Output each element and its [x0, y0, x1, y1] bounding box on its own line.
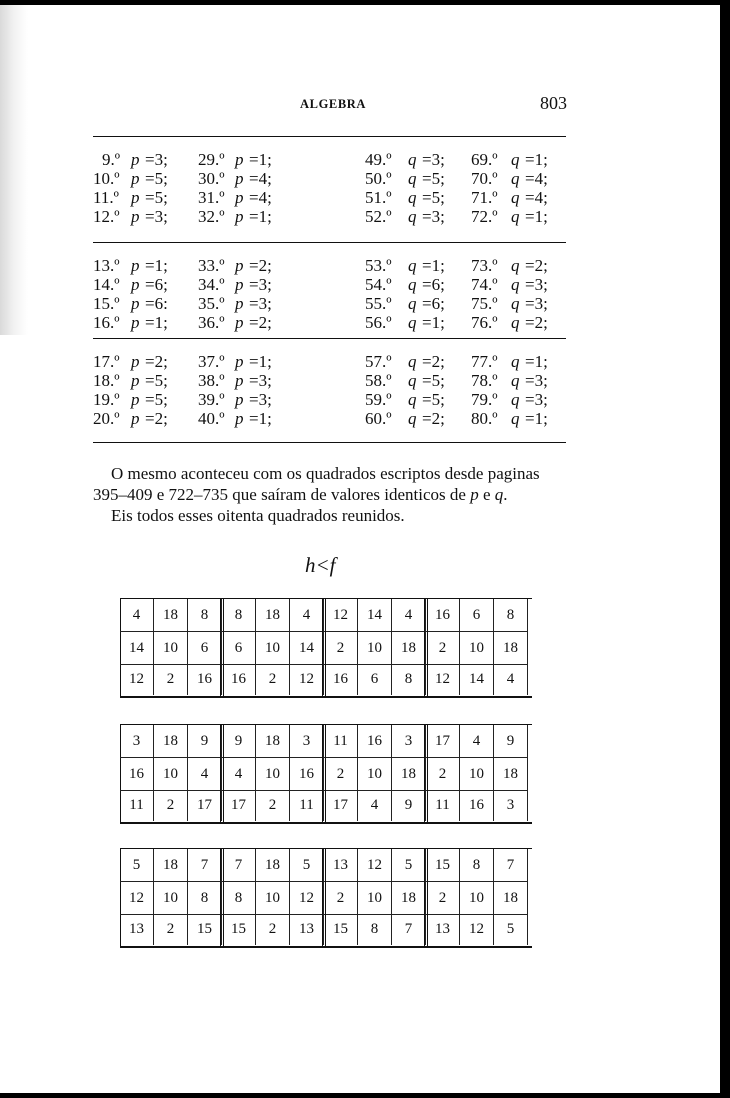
square-cell: 8: [494, 599, 528, 631]
equation-value: =5;: [422, 188, 445, 207]
equation-variable: p: [131, 169, 140, 188]
square-cell: 5: [392, 849, 426, 881]
square-divider: [322, 725, 326, 822]
equation-row: [93, 352, 566, 371]
equation-index: 33.º: [198, 256, 225, 275]
variable-p: p: [470, 485, 479, 504]
equation-index: 32.º: [198, 207, 225, 226]
equation-index: 35.º: [198, 294, 225, 313]
equation-row: [93, 256, 566, 275]
book-page: [0, 5, 720, 1093]
square-cell: 2: [324, 632, 358, 664]
equation-value: =5;: [422, 169, 445, 188]
square-cell: 15: [188, 913, 222, 945]
equation-value: =1;: [525, 150, 548, 169]
equation-variable: p: [235, 169, 244, 188]
equation-index: 77.º: [471, 352, 498, 371]
equation-value: =5;: [145, 390, 168, 409]
equation-value: =1;: [422, 313, 445, 332]
square-cell: 16: [460, 789, 494, 821]
equation-value: =2;: [249, 313, 272, 332]
square-cell: 6: [460, 599, 494, 631]
equation-index: 12.º: [93, 207, 120, 226]
equation-index: 13.º: [93, 256, 120, 275]
square-cell: 10: [256, 882, 290, 914]
paragraph-line: O mesmo aconteceu com os quadrados escriptos desde paginas: [111, 464, 540, 483]
equation-value: =1;: [249, 207, 272, 226]
equation-value: =2;: [525, 313, 548, 332]
equation-variable: p: [131, 294, 140, 313]
equation-variable: q: [408, 294, 417, 313]
square-cell: 2: [154, 913, 188, 945]
square-cell: 10: [358, 882, 392, 914]
equation-index: 69.º: [471, 150, 498, 169]
equation-value: =3;: [422, 207, 445, 226]
equation-value: =1;: [249, 352, 272, 371]
square-cell: 16: [188, 663, 222, 695]
equation-index: 39.º: [198, 390, 225, 409]
equation-variable: q: [511, 371, 520, 390]
equation-index: 73.º: [471, 256, 498, 275]
equation-variable: p: [235, 188, 244, 207]
square-cell: 18: [154, 725, 188, 757]
equation-variable: p: [235, 352, 244, 371]
square-cell: 8: [460, 849, 494, 881]
square-cell: 11: [290, 789, 324, 821]
square-cell: 17: [222, 789, 256, 821]
equation-value: =2;: [249, 256, 272, 275]
equation-value: =4;: [249, 169, 272, 188]
square-cell: 10: [460, 758, 494, 790]
equation-variable: q: [408, 371, 417, 390]
square-cell: 3: [290, 725, 324, 757]
equation-variable: q: [511, 207, 520, 226]
equation-variable: q: [511, 169, 520, 188]
square-cell: 18: [494, 882, 528, 914]
square-cell: 17: [426, 725, 460, 757]
equation-value: =1;: [249, 409, 272, 428]
equation-index: 70.º: [471, 169, 498, 188]
equation-index: 53.º: [365, 256, 392, 275]
square-cell: 10: [256, 758, 290, 790]
equation-row: [93, 313, 566, 332]
equation-value: =3;: [249, 294, 272, 313]
square-cell: 10: [358, 632, 392, 664]
equation-index: 11.º: [93, 188, 119, 207]
square-divider: [220, 725, 224, 822]
equation-variable: q: [511, 256, 520, 275]
square-cell: 11: [120, 789, 154, 821]
equation-index: 18.º: [93, 371, 120, 390]
equation-variable: q: [408, 256, 417, 275]
equation-row: [93, 169, 566, 188]
square-divider: [322, 849, 326, 946]
equation-index: 59.º: [365, 390, 392, 409]
square-cell: 4: [120, 599, 154, 631]
square-cell: 2: [154, 789, 188, 821]
square-cell: 17: [324, 789, 358, 821]
equation-block: [93, 136, 566, 234]
equation-variable: p: [131, 207, 140, 226]
equation-row: [93, 409, 566, 428]
square-cell: 18: [256, 725, 290, 757]
equation-variable: p: [235, 275, 244, 294]
section-subtitle: h<f: [305, 553, 336, 577]
equation-variable: p: [235, 390, 244, 409]
square-cell: 4: [392, 599, 426, 631]
square-cell: 12: [120, 882, 154, 914]
square-cell: 9: [494, 725, 528, 757]
equation-index: 40.º: [198, 409, 225, 428]
square-cell: 12: [290, 663, 324, 695]
equation-variable: q: [408, 188, 417, 207]
square-cell: 4: [222, 758, 256, 790]
equation-value: =5;: [145, 371, 168, 390]
equation-index: 54.º: [365, 275, 392, 294]
square-cell: 4: [358, 789, 392, 821]
square-cell: 16: [290, 758, 324, 790]
square-divider: [220, 599, 224, 696]
equation-variable: q: [408, 352, 417, 371]
equation-index: 20.º: [93, 409, 120, 428]
square-cell: 10: [358, 758, 392, 790]
square-cell: 2: [256, 789, 290, 821]
equation-value: =1;: [422, 256, 445, 275]
square-cell: 10: [256, 632, 290, 664]
equation-index: 55.º: [365, 294, 392, 313]
equation-variable: q: [408, 390, 417, 409]
equation-row: [93, 207, 566, 226]
equation-variable: p: [131, 188, 140, 207]
equation-variable: q: [511, 150, 520, 169]
square-cell: 13: [426, 913, 460, 945]
equation-value: =3;: [145, 207, 168, 226]
equation-variable: p: [131, 390, 140, 409]
square-cell: 10: [154, 632, 188, 664]
square-cell: 7: [188, 849, 222, 881]
equation-index: 19.º: [93, 390, 120, 409]
square-cell: 7: [494, 849, 528, 881]
equation-index: 16.º: [93, 313, 120, 332]
equation-index: 38.º: [198, 371, 225, 390]
paragraph-line: [93, 484, 573, 505]
square-cell: 14: [460, 663, 494, 695]
square-cell: 15: [324, 913, 358, 945]
equation-value: =2;: [145, 409, 168, 428]
square-cell: 4: [290, 599, 324, 631]
equation-index: 9.º: [102, 150, 121, 169]
variable-q: q: [494, 485, 504, 504]
equation-index: 72.º: [471, 207, 498, 226]
equation-variable: p: [235, 150, 244, 169]
equation-index: 71.º: [471, 188, 498, 207]
square-group: [120, 724, 532, 824]
square-divider: [424, 599, 428, 696]
square-cell: 10: [460, 882, 494, 914]
equation-variable: q: [511, 294, 520, 313]
page-number: 803: [540, 93, 567, 113]
square-cell: 11: [426, 789, 460, 821]
equation-index: 37.º: [198, 352, 225, 371]
equation-value: =3;: [145, 150, 168, 169]
equation-variable: q: [511, 313, 520, 332]
equation-index: 78.º: [471, 371, 498, 390]
square-cell: 16: [324, 663, 358, 695]
square-cell: 7: [222, 849, 256, 881]
square-cell: 10: [154, 882, 188, 914]
equation-value: =3;: [525, 371, 548, 390]
equation-value: =3;: [525, 275, 548, 294]
square-cell: 9: [222, 725, 256, 757]
equation-block: [93, 338, 566, 443]
square-cell: 18: [392, 632, 426, 664]
equation-value: =1;: [145, 313, 168, 332]
square-cell: 8: [358, 913, 392, 945]
square-cell: 9: [188, 725, 222, 757]
body-paragraph: [93, 463, 573, 526]
square-cell: 16: [120, 758, 154, 790]
equation-variable: q: [511, 188, 520, 207]
equation-index: 56.º: [365, 313, 392, 332]
equation-index: 79.º: [471, 390, 498, 409]
equation-row: [93, 188, 566, 207]
equation-index: 76.º: [471, 313, 498, 332]
equation-variable: q: [408, 409, 417, 428]
square-cell: 2: [426, 882, 460, 914]
equation-row: [93, 371, 566, 390]
equation-value: =1;: [525, 409, 548, 428]
equation-variable: p: [131, 256, 140, 275]
equation-index: 15.º: [93, 294, 120, 313]
equation-index: 36.º: [198, 313, 225, 332]
equation-value: =2;: [422, 409, 445, 428]
equation-index: 80.º: [471, 409, 498, 428]
equation-value: =3;: [249, 275, 272, 294]
equation-value: =2;: [422, 352, 445, 371]
equation-index: 50.º: [365, 169, 392, 188]
square-cell: 3: [494, 789, 528, 821]
equation-value: =4;: [249, 188, 272, 207]
equation-value: =4;: [525, 169, 548, 188]
equation-value: =3;: [422, 150, 445, 169]
page-shadow: [0, 5, 28, 335]
equation-row: [93, 150, 566, 169]
square-cell: 8: [222, 599, 256, 631]
square-cell: 15: [426, 849, 460, 881]
square-group: [120, 598, 532, 698]
square-cell: 2: [324, 882, 358, 914]
square-cell: 2: [426, 632, 460, 664]
equation-variable: p: [235, 294, 244, 313]
equation-variable: q: [408, 150, 417, 169]
square-cell: 15: [222, 913, 256, 945]
equation-index: 60.º: [365, 409, 392, 428]
square-cell: 16: [358, 725, 392, 757]
square-cell: 8: [188, 599, 222, 631]
square-cell: 4: [494, 663, 528, 695]
square-cell: 11: [324, 725, 358, 757]
equation-index: 74.º: [471, 275, 498, 294]
equation-value: =1;: [525, 207, 548, 226]
equation-value: =5;: [422, 390, 445, 409]
equation-index: 34.º: [198, 275, 225, 294]
square-cell: 2: [426, 758, 460, 790]
equation-value: =1;: [525, 352, 548, 371]
equation-index: 17.º: [93, 352, 120, 371]
square-cell: 4: [188, 758, 222, 790]
square-cell: 12: [290, 882, 324, 914]
square-cell: 14: [290, 632, 324, 664]
equation-block: [93, 242, 566, 340]
equation-variable: p: [235, 313, 244, 332]
square-cell: 10: [460, 632, 494, 664]
square-cell: 6: [188, 632, 222, 664]
equation-variable: q: [408, 207, 417, 226]
equation-value: =1;: [249, 150, 272, 169]
square-divider: [322, 599, 326, 696]
square-cell: 10: [154, 758, 188, 790]
square-cell: 13: [120, 913, 154, 945]
equation-index: 14.º: [93, 275, 120, 294]
equation-variable: q: [408, 275, 417, 294]
square-group: [120, 848, 532, 948]
equation-value: =1;: [145, 256, 168, 275]
equation-value: =5;: [422, 371, 445, 390]
square-divider: [424, 725, 428, 822]
equation-value: =6:: [145, 294, 168, 313]
square-cell: 18: [154, 599, 188, 631]
square-cell: 5: [120, 849, 154, 881]
square-cell: 18: [494, 632, 528, 664]
square-cell: 8: [222, 882, 256, 914]
equation-variable: p: [235, 256, 244, 275]
equation-index: 57.º: [365, 352, 392, 371]
equation-variable: p: [131, 352, 140, 371]
paragraph-text: .: [503, 485, 508, 504]
square-cell: 14: [120, 632, 154, 664]
running-header: [0, 93, 720, 117]
equation-value: =5;: [145, 169, 168, 188]
equation-value: =2;: [145, 352, 168, 371]
equation-index: 29.º: [198, 150, 225, 169]
square-cell: 18: [392, 882, 426, 914]
equation-index: 30.º: [198, 169, 225, 188]
equation-value: =2;: [525, 256, 548, 275]
equation-variable: q: [408, 169, 417, 188]
square-cell: 8: [188, 882, 222, 914]
equation-value: =5;: [145, 188, 168, 207]
square-cell: 7: [392, 913, 426, 945]
equation-index: 10.º: [93, 169, 120, 188]
square-divider: [220, 849, 224, 946]
equation-variable: q: [511, 390, 520, 409]
square-cell: 17: [188, 789, 222, 821]
square-cell: 2: [324, 758, 358, 790]
square-cell: 8: [392, 663, 426, 695]
equation-value: =3;: [525, 390, 548, 409]
square-cell: 6: [358, 663, 392, 695]
square-cell: 16: [426, 599, 460, 631]
equation-row: [93, 275, 566, 294]
equation-variable: q: [511, 275, 520, 294]
square-cell: 2: [256, 913, 290, 945]
equation-value: =4;: [525, 188, 548, 207]
equation-value: =3;: [249, 371, 272, 390]
equation-index: 58.º: [365, 371, 392, 390]
square-cell: 2: [256, 663, 290, 695]
equation-value: =3;: [525, 294, 548, 313]
square-cell: 5: [290, 849, 324, 881]
equation-value: =6;: [145, 275, 168, 294]
equation-variable: q: [511, 352, 520, 371]
square-cell: 18: [392, 758, 426, 790]
square-cell: 13: [324, 849, 358, 881]
square-cell: 12: [358, 849, 392, 881]
paragraph-line: Eis todos esses oitenta quadrados reunidos.: [111, 506, 405, 525]
paragraph-text: 395–409 e 722–735 que saíram de valores identicos de: [93, 485, 471, 504]
square-divider: [424, 849, 428, 946]
equation-variable: p: [131, 275, 140, 294]
square-cell: 12: [460, 913, 494, 945]
square-cell: 18: [256, 849, 290, 881]
equation-index: 75.º: [471, 294, 498, 313]
square-cell: 9: [392, 789, 426, 821]
equation-value: =6;: [422, 275, 445, 294]
paragraph-text: e: [478, 485, 495, 504]
square-cell: 16: [222, 663, 256, 695]
running-title: ALGEBRA: [300, 97, 367, 111]
square-cell: 4: [460, 725, 494, 757]
equation-variable: p: [131, 409, 140, 428]
square-cell: 18: [494, 758, 528, 790]
square-cell: 18: [154, 849, 188, 881]
square-cell: 14: [358, 599, 392, 631]
equation-variable: p: [235, 409, 244, 428]
square-cell: 3: [120, 725, 154, 757]
square-cell: 12: [120, 663, 154, 695]
equation-index: 51.º: [365, 188, 392, 207]
square-cell: 18: [256, 599, 290, 631]
equation-index: 31.º: [198, 188, 225, 207]
square-cell: 6: [222, 632, 256, 664]
square-cell: 3: [392, 725, 426, 757]
equation-variable: p: [131, 371, 140, 390]
square-cell: 13: [290, 913, 324, 945]
equation-variable: p: [131, 150, 140, 169]
square-cell: 2: [154, 663, 188, 695]
equation-value: =6;: [422, 294, 445, 313]
equation-variable: p: [235, 207, 244, 226]
equation-row: [93, 294, 566, 313]
equation-variable: q: [408, 313, 417, 332]
equation-index: 52.º: [365, 207, 392, 226]
equation-variable: p: [131, 313, 140, 332]
equation-value: =3;: [249, 390, 272, 409]
square-cell: 12: [426, 663, 460, 695]
equation-variable: q: [511, 409, 520, 428]
equation-variable: p: [235, 371, 244, 390]
square-cell: 12: [324, 599, 358, 631]
square-cell: 5: [494, 913, 528, 945]
equation-row: [93, 390, 566, 409]
equation-index: 49.º: [365, 150, 392, 169]
